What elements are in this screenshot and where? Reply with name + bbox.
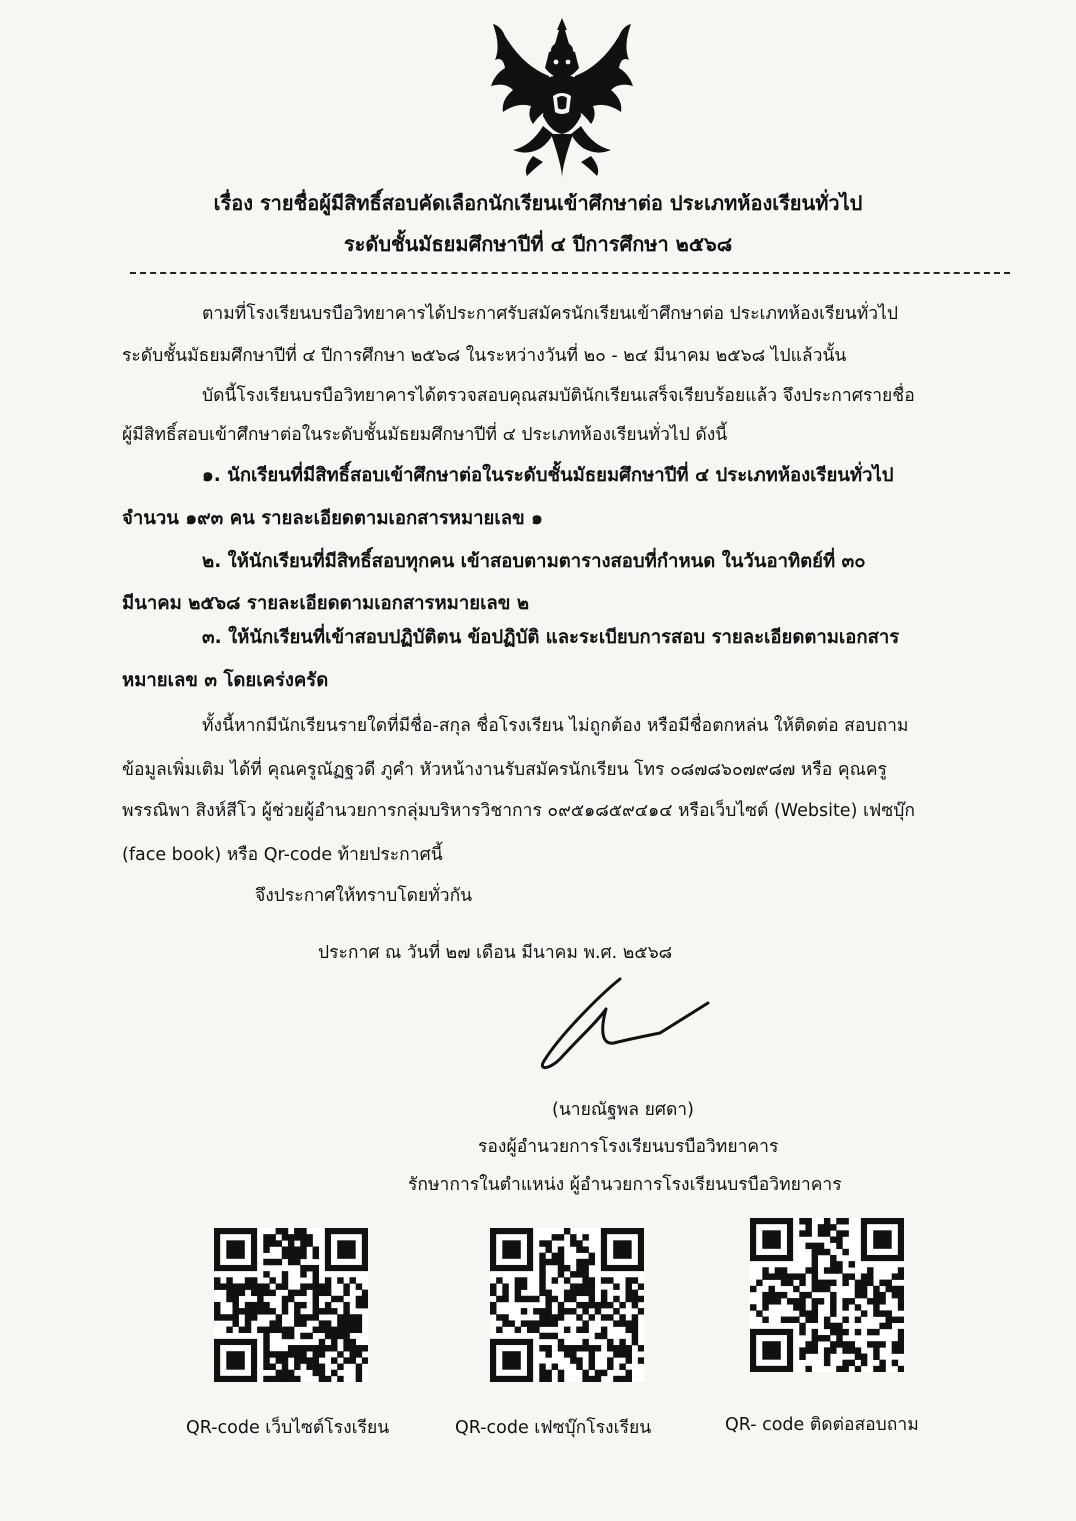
qr-code-icon — [214, 1228, 368, 1382]
subject-line-1: เรื่อง รายชื่อผู้มีสิทธิ์สอบคัดเลือกนักเรียนเข้าศึกษาต่อ ประเภทห้องเรียนทั่วไป — [213, 191, 863, 215]
signature — [520, 975, 720, 1075]
paragraph-3-line-3: พรรณิพา สิงห์สีโว ผู้ช่วยผู้อำนวยการกลุ่มบริหารวิชาการ ๐๙๕๑๘๕๙๔๑๔ หรือเว็บไซต์ (Website) เฟซบุ๊ก — [122, 801, 915, 821]
qr-label-facebook: QR-code เฟซบุ๊กโรงเรียน — [455, 1418, 652, 1438]
qr-code-icon — [750, 1218, 904, 1372]
paragraph-1-line-2: ระดับชั้นมัธยมศึกษาปีที่ ๔ ปีการศึกษา ๒๕๖๘ ในระหว่างวันที่ ๒๐ - ๒๔ มีนาคม ๒๕๖๘ ไปแล้วนั้น — [122, 346, 847, 366]
subject-line-2: ระดับชั้นมัธยมศึกษาปีที่ ๔ ปีการศึกษา ๒๕๖๘ — [343, 232, 733, 256]
qr-label-website: QR-code เว็บไซต์โรงเรียน — [186, 1418, 390, 1438]
garuda-emblem-icon — [483, 16, 641, 180]
item-2-line-2: มีนาคม ๒๕๖๘ รายละเอียดตามเอกสารหมายเลข ๒ — [122, 593, 530, 614]
closing-statement: จึงประกาศให้ทราบโดยทั่วกัน — [255, 886, 473, 906]
qr-code-icon — [490, 1228, 644, 1382]
signatory-position-1: รองผู้อำนวยการโรงเรียนบรบือวิทยาคาร — [478, 1137, 779, 1157]
paragraph-3-line-1: ทั้งนี้หากมีนักเรียนรายใดที่มีชื่อ-สกุล ชื่อโรงเรียน ไม่ถูกต้อง หรือมีชื่อตกหล่น ให้ติดต่อ สอบถาม — [202, 716, 909, 736]
qr-label-contact: QR- code ติดต่อสอบถาม — [725, 1415, 919, 1435]
item-1-line-1: ๑. นักเรียนที่มีสิทธิ์สอบเข้าศึกษาต่อในระดับชั้นมัธยมศึกษาปีที่ ๔ ประเภทห้องเรียนทั่วไป — [202, 465, 894, 486]
paragraph-2-line-2: ผู้มีสิทธิ์สอบเข้าศึกษาต่อในระดับชั้นมัธยมศึกษาปีที่ ๔ ประเภทห้องเรียนทั่วไป ดังนี้ — [122, 425, 728, 445]
item-3-line-2: หมายเลข ๓ โดยเคร่งครัด — [122, 670, 329, 691]
paragraph-3-line-2: ข้อมูลเพิ่มเติม ได้ที่ คุณครูณัฏฐวดี ภูคำ หัวหน้างานรับสมัครนักเรียน โทร ๐๘๗๘๖๐๗๙๘๗ หรือ คุณครู — [122, 760, 887, 780]
signatory-position-2: รักษาการในตำแหน่ง ผู้อำนวยการโรงเรียนบรบือวิทยาคาร — [408, 1175, 842, 1195]
item-3-line-1: ๓. ให้นักเรียนที่เข้าสอบปฏิบัติตน ข้อปฏิบัติ และระเบียบการสอบ รายละเอียดตามเอกสาร — [202, 627, 900, 648]
announcement-date: ประกาศ ณ วันที่ ๒๗ เดือน มีนาคม พ.ศ. ๒๕๖๘ — [318, 943, 673, 963]
paragraph-2-line-1: บัดนี้โรงเรียนบรบือวิทยาคารได้ตรวจสอบคุณสมบัตินักเรียนเสร็จเรียบร้อยแล้ว จึงประกาศรายชื่อ — [202, 386, 915, 406]
item-1-line-2: จำนวน ๑๙๓ คน รายละเอียดตามเอกสารหมายเลข ๑ — [122, 508, 543, 529]
paragraph-3-line-4: (face book) หรือ Qr-code ท้ายประกาศนี้ — [122, 845, 443, 865]
signatory-name: (นายณัฐพล ยศดา) — [552, 1100, 694, 1120]
paragraph-1-line-1: ตามที่โรงเรียนบรบือวิทยาคารได้ประกาศรับสมัครนักเรียนเข้าศึกษาต่อ ประเภทห้องเรียนทั่วไป — [202, 304, 898, 324]
item-2-line-1: ๒. ให้นักเรียนที่มีสิทธิ์สอบทุกคน เข้าสอบตามตารางสอบที่กำหนด ในวันอาทิตย์ที่ ๓๐ — [202, 551, 866, 572]
divider — [130, 272, 1010, 274]
